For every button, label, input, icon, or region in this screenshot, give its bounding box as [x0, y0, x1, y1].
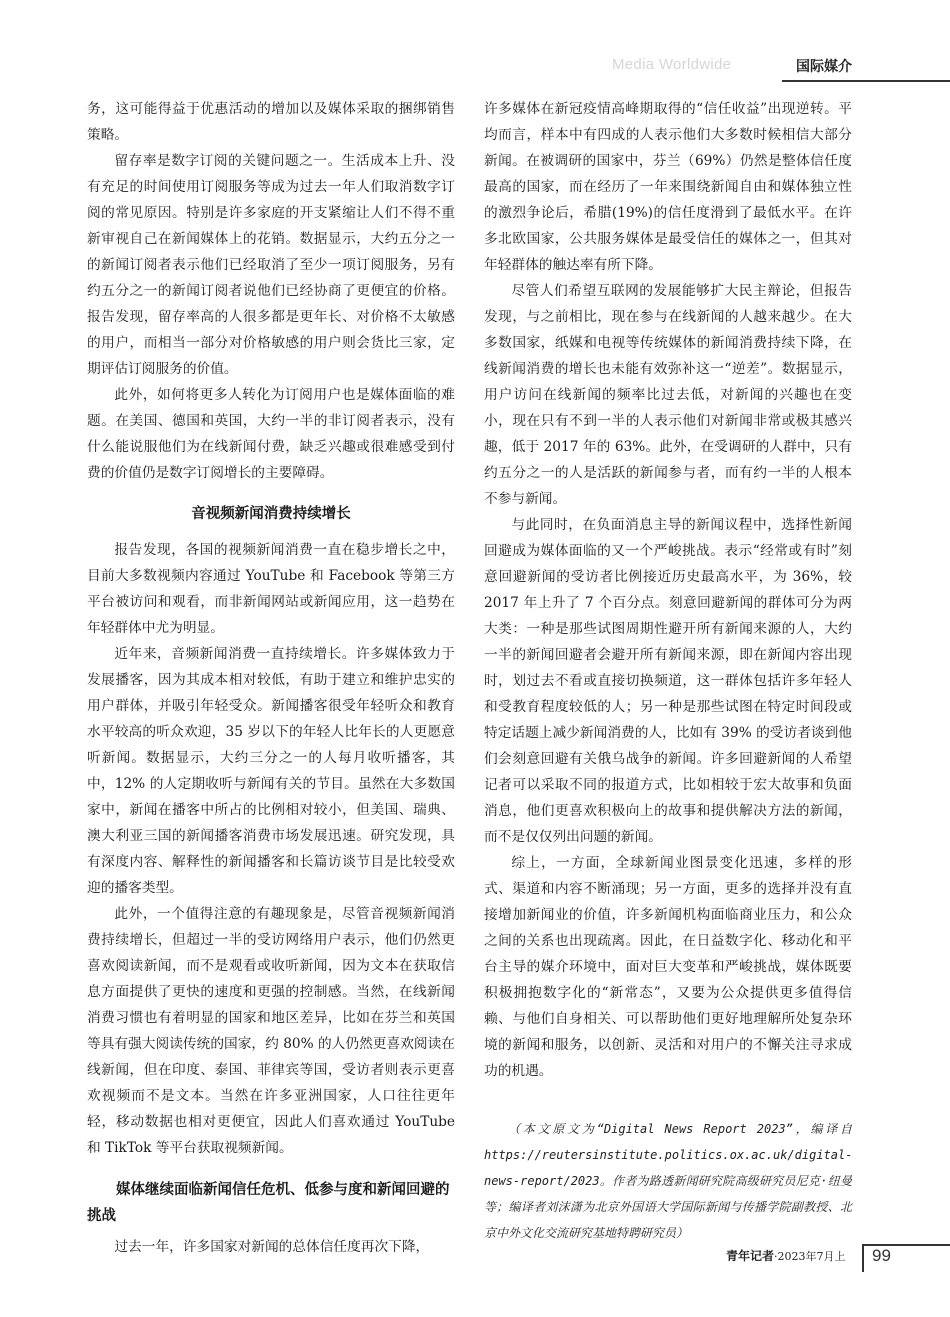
header-rule [782, 80, 950, 82]
footer-separator: · [774, 1250, 778, 1263]
right-column [484, 96, 852, 1246]
paragraph-video-news: 报告发现，各国的视频新闻消费一直在稳步增长之中，目前大多数视频内容通过 YouTube 和 Facebook 等第三方平台被访问和观看，而非新闻网站或新闻应用，这一趋势在年轻群体中尤为明显。 [87, 542, 455, 636]
paragraph-conversion: 此外，如何将更多人转化为订阅用户也是媒体面临的难题。在美国、德国和英国，大约一半的非订阅者表示，没有什么能说服他们为在线新闻付费，缺乏兴趣或很难感受到付费的价值仍是数字订阅增长的主要障碍。 [87, 387, 455, 481]
paragraph-trust-continued: 许多媒体在新冠疫情高峰期取得的“信任收益”出现逆转。平均而言，样本中有四成的人表示他们大多数时候相信大部分新闻。在被调研的国家中，芬兰（69%）仍然是整体信任度最高的国家，而在经历了一年来围绕新闻自由和媒体独立性的激烈争论后，希腊(19%)的信任度滑到了最低水平。在许多北欧国家，公共服务媒体是最受信任的媒体之一，但其对年轻群体的触达率有所下降。 [484, 101, 852, 273]
left-column [87, 96, 455, 1260]
paragraph-conclusion: 综上，一方面，全球新闻业图景变化迅速，多样的形式、渠道和内容不断涌现；另一方面，更多的选择并没有直接增加新闻业的价值，许多新闻机构面临商业压力，和公众之间的关系也出现疏离。因此，在日益数字化、移动化和平台主导的媒介环境中，面对巨大变革和严峻挑战，媒体既要积极拥抱数字化的“新常态”，又要为公众提供更多值得信赖、与他们自身相关、可以帮助他们更好地理解所处复杂环境的新闻和服务，以创新、灵活和对用户的不懈关注寻求成功的机遇。 [484, 855, 852, 1079]
header-watermark: Media Worldwide [612, 56, 732, 73]
issue-date: 2023年7月上 [777, 1250, 846, 1263]
section-heading-av-news: 音视频新闻消费持续增长 [191, 506, 351, 522]
paragraph-retention: 留存率是数字订阅的关键问题之一。生活成本上升、没有充足的时间使用订阅服务等成为过去一年人们取消数字订阅的常见原因。特别是许多家庭的开支紧缩让人们不得不重新审视自己在新闻媒体上的花销。数据显示，大约五分之一的新闻订阅者表示他们已经取消了至少一项订阅服务，另有约五分之一的新闻订阅者说他们已经协商了更便宜的价格。报告发现，留存率高的人很多都是更年长、对价格不太敏感的用户，而相当一部分对价格敏感的用户则会货比三家，定期评估订阅服务的价值。 [87, 153, 455, 377]
source-note: （本文原文为“Digital News Report 2023”，编译自 https://reutersinstitute.politics.ox.ac.uk/digital-news-report/2023。作者为路透新闻研究院高级研究员尼克·纽曼等；编译者刘沫潇为北京外国语大学国际新闻与传播学院副教授、北京中外文化交流研究基地特聘研究员） [484, 1122, 853, 1240]
paragraph-trust-start: 过去一年，许多国家对新闻的总体信任度再次下降， [114, 1239, 430, 1255]
section-title: 国际媒介 [796, 59, 852, 75]
paragraph-continued: 务，这可能得益于优惠活动的增加以及媒体采取的捆绑销售策略。 [87, 101, 455, 143]
paragraph-audio-news: 近年来，音频新闻消费一直持续增长。许多媒体致力于发展播客，因为其成本相对较低，有助于建立和维护忠实的用户群体，并吸引年轻受众。新闻播客很受年轻听众和教育水平较高的听众欢迎，35 岁以下的年轻人比年长的人更愿意听新闻。数据显示，大约三分之一的人每月收听播客，其中，12% 的人定期收听与新闻有关的节目。虽然在大多数国家中，新闻在播客中所占的比例相对较小，但美国、瑞典、澳大利亚三国的新闻播客消费市场发展迅速。研究发现，具有深度内容、解释性的新闻播客和长篇访谈节目是比较受欢迎的播客类型。 [87, 646, 455, 896]
page-number: 99 [872, 1246, 891, 1265]
paragraph-engagement: 尽管人们希望互联网的发展能够扩大民主辩论，但报告发现，与之前相比，现在参与在线新闻的人越来越少。在大多数国家，纸媒和电视等传统媒体的新闻消费持续下降，在线新闻消费的增长也未能有效弥补这一“逆差”。数据显示，用户访问在线新闻的频率比过去低，对新闻的兴趣也在变小，现在只有不到一半的人表示他们对新闻非常或极其感兴趣，低于 2017 年的 63%。此外，在受调研的人群中，只有约五分之一的人是活跃的新闻参与者，而有约一半的人根本不参与新闻。 [484, 283, 852, 507]
magazine-name: 青年记者 [726, 1249, 775, 1263]
paragraph-news-avoidance: 与此同时，在负面消息主导的新闻议程中，选择性新闻回避成为媒体面临的又一个严峻挑战。表示“经常或有时”刻意回避新闻的受访者比例接近历史最高水平，为 36%，较 2017 年上升了 7 个百分点。刻意回避新闻的群体可分为两大类：一种是那些试图周期性避开所有新闻来源的人，大约一半的新闻回避者会避开所有新闻来源，即在新闻内容出现时，划过去不看或直接切换频道，这一群体包括许多年轻人和受教育程度较低的人；另一种是那些试图在特定时间段或特定话题上减少新闻消费的人，比如有 39% 的受访者谈到他们会刻意回避有关俄乌战争的新闻。许多回避新闻的人希望记者可以采取不同的报道方式，比如相较于宏大故事和负面消息，他们更喜欢积极向上的故事和提供解决方法的新闻，而不是仅仅列出问题的新闻。 [484, 517, 852, 845]
section-heading-trust-crisis: 媒体继续面临新闻信任危机、低参与度和新闻回避的挑战 [87, 1182, 450, 1224]
paragraph-reading-preference: 此外，一个值得注意的有趣现象是，尽管音视频新闻消费持续增长，但超过一半的受访网络用户表示，他们仍然更喜欢阅读新闻，而不是观看或收听新闻，因为文本在获取信息方面提供了更快的速度和更强的控制感。当然，在线新闻消费习惯也有着明显的国家和地区差异，比如在芬兰和英国等具有强大阅读传统的国家，约 80% 的人仍然更喜欢阅读在线新闻，但在印度、泰国、菲律宾等国，受访者则表示更喜欢视频而不是文本。当然在许多亚洲国家，人口往往更年轻，移动数据也相对更便宜，因此人们喜欢通过 YouTube 和 TikTok 等平台获取视频新闻。 [87, 906, 455, 1156]
footer-credit [726, 1247, 846, 1264]
